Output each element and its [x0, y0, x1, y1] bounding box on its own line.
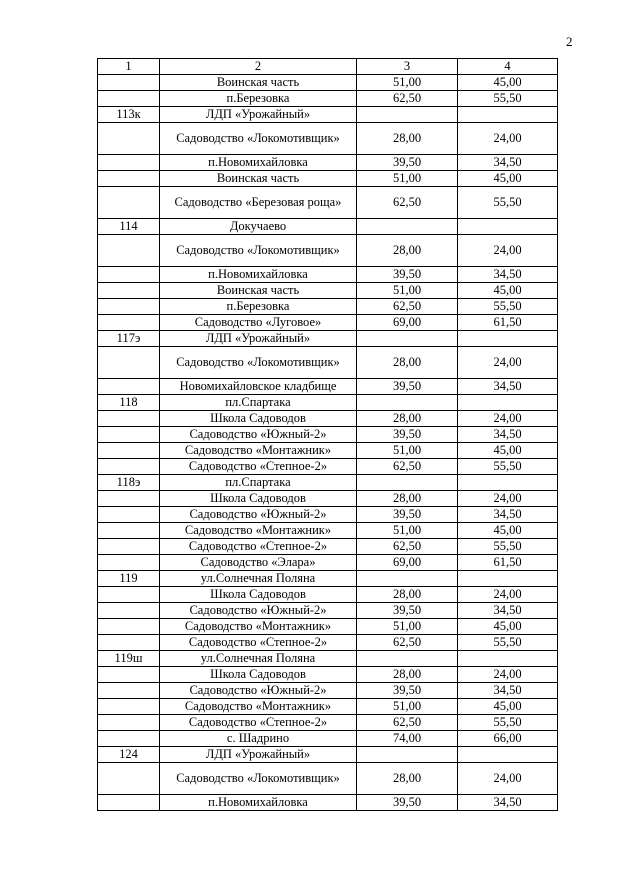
table-row [98, 587, 558, 603]
fare-cell: 28,00 [357, 763, 458, 795]
discount-fare-cell: 45,00 [458, 619, 558, 635]
route-number-cell [98, 123, 160, 155]
table-row [98, 315, 558, 331]
route-number-cell [98, 299, 160, 315]
fare-cell: 62,50 [357, 299, 458, 315]
route-number-cell [98, 491, 160, 507]
table-row [98, 747, 558, 763]
stop-name-cell: п.Новомихайловка [160, 795, 357, 811]
discount-fare-cell [458, 107, 558, 123]
table-row [98, 155, 558, 171]
stop-name-cell: ЛДП «Урожайный» [160, 331, 357, 347]
fare-cell [357, 219, 458, 235]
table-row [98, 523, 558, 539]
fare-cell: 69,00 [357, 315, 458, 331]
table-row [98, 603, 558, 619]
table-header-row [98, 59, 558, 75]
column-header: 1 [98, 59, 160, 75]
route-number-cell [98, 715, 160, 731]
fare-cell: 28,00 [357, 491, 458, 507]
table-row [98, 507, 558, 523]
table-body [98, 75, 558, 811]
fare-cell: 28,00 [357, 667, 458, 683]
stop-name-cell: Садоводство «Монтажник» [160, 523, 357, 539]
discount-fare-cell: 45,00 [458, 75, 558, 91]
discount-fare-cell: 34,50 [458, 507, 558, 523]
fare-cell: 51,00 [357, 75, 458, 91]
discount-fare-cell: 45,00 [458, 699, 558, 715]
table-row [98, 763, 558, 795]
stop-name-cell: Садоводство «Степное-2» [160, 715, 357, 731]
discount-fare-cell: 34,50 [458, 155, 558, 171]
fare-cell [357, 331, 458, 347]
discount-fare-cell: 61,50 [458, 315, 558, 331]
fare-cell [357, 651, 458, 667]
table-row [98, 107, 558, 123]
table-row [98, 379, 558, 395]
table-row [98, 683, 558, 699]
route-number-cell [98, 763, 160, 795]
stop-name-cell: Воинская часть [160, 75, 357, 91]
table-row [98, 795, 558, 811]
discount-fare-cell: 55,50 [458, 91, 558, 107]
discount-fare-cell: 34,50 [458, 603, 558, 619]
fare-cell: 69,00 [357, 555, 458, 571]
stop-name-cell: ул.Солнечная Поляна [160, 651, 357, 667]
discount-fare-cell: 34,50 [458, 683, 558, 699]
table-row [98, 395, 558, 411]
route-number-cell [98, 603, 160, 619]
discount-fare-cell: 55,50 [458, 539, 558, 555]
fare-cell: 51,00 [357, 443, 458, 459]
route-number-cell [98, 795, 160, 811]
fare-cell: 62,50 [357, 539, 458, 555]
column-header: 4 [458, 59, 558, 75]
table-row [98, 347, 558, 379]
route-number-cell: 114 [98, 219, 160, 235]
fare-cell: 62,50 [357, 91, 458, 107]
discount-fare-cell [458, 395, 558, 411]
fare-cell: 39,50 [357, 603, 458, 619]
route-number-cell [98, 635, 160, 651]
route-number-cell [98, 171, 160, 187]
column-header: 2 [160, 59, 357, 75]
route-number-cell: 119ш [98, 651, 160, 667]
discount-fare-cell: 24,00 [458, 587, 558, 603]
stop-name-cell: Школа Садоводов [160, 411, 357, 427]
route-number-cell: 124 [98, 747, 160, 763]
fare-cell: 39,50 [357, 155, 458, 171]
discount-fare-cell: 24,00 [458, 491, 558, 507]
route-number-cell [98, 315, 160, 331]
route-number-cell [98, 443, 160, 459]
table-row [98, 299, 558, 315]
discount-fare-cell: 55,50 [458, 635, 558, 651]
discount-fare-cell: 61,50 [458, 555, 558, 571]
discount-fare-cell: 45,00 [458, 523, 558, 539]
fare-cell [357, 747, 458, 763]
table-row [98, 667, 558, 683]
discount-fare-cell: 24,00 [458, 347, 558, 379]
route-number-cell [98, 699, 160, 715]
stop-name-cell: Садоводство «Локомотивщик» [160, 235, 357, 267]
fare-cell: 28,00 [357, 587, 458, 603]
discount-fare-cell: 66,00 [458, 731, 558, 747]
route-number-cell [98, 427, 160, 443]
stop-name-cell: Школа Садоводов [160, 491, 357, 507]
stop-name-cell: Школа Садоводов [160, 587, 357, 603]
fare-cell: 39,50 [357, 267, 458, 283]
discount-fare-cell: 24,00 [458, 763, 558, 795]
route-number-cell [98, 283, 160, 299]
discount-fare-cell [458, 747, 558, 763]
fare-cell: 39,50 [357, 507, 458, 523]
stop-name-cell: Садоводство «Локомотивщик» [160, 347, 357, 379]
route-number-cell [98, 155, 160, 171]
table-row [98, 427, 558, 443]
route-number-cell [98, 187, 160, 219]
route-number-cell [98, 91, 160, 107]
stop-name-cell: Садоводство «Монтажник» [160, 443, 357, 459]
column-header: 3 [357, 59, 458, 75]
discount-fare-cell: 34,50 [458, 267, 558, 283]
discount-fare-cell: 24,00 [458, 123, 558, 155]
route-number-cell [98, 539, 160, 555]
route-number-cell: 117э [98, 331, 160, 347]
route-number-cell [98, 411, 160, 427]
fare-cell: 28,00 [357, 235, 458, 267]
fare-cell [357, 107, 458, 123]
stop-name-cell: Садоводство «Локомотивщик» [160, 763, 357, 795]
stop-name-cell: Садоводство «Монтажник» [160, 619, 357, 635]
route-number-cell [98, 523, 160, 539]
stop-name-cell: п.Березовка [160, 91, 357, 107]
fare-cell: 51,00 [357, 283, 458, 299]
discount-fare-cell [458, 651, 558, 667]
fare-cell: 28,00 [357, 411, 458, 427]
discount-fare-cell [458, 571, 558, 587]
stop-name-cell: с. Шадрино [160, 731, 357, 747]
table-row [98, 699, 558, 715]
discount-fare-cell: 24,00 [458, 411, 558, 427]
table-row [98, 411, 558, 427]
route-number-cell [98, 235, 160, 267]
route-number-cell [98, 667, 160, 683]
route-number-cell [98, 75, 160, 91]
page-number: 2 [566, 34, 573, 49]
fare-cell: 28,00 [357, 347, 458, 379]
table-row [98, 187, 558, 219]
fare-cell: 51,00 [357, 699, 458, 715]
table-row [98, 219, 558, 235]
stop-name-cell: Садоводство «Луговое» [160, 315, 357, 331]
discount-fare-cell: 24,00 [458, 667, 558, 683]
route-number-cell [98, 683, 160, 699]
discount-fare-cell: 24,00 [458, 235, 558, 267]
stop-name-cell: п.Новомихайловка [160, 155, 357, 171]
stop-name-cell: Садоводство «Южный-2» [160, 507, 357, 523]
stop-name-cell: ул.Солнечная Поляна [160, 571, 357, 587]
stop-name-cell: ЛДП «Урожайный» [160, 107, 357, 123]
discount-fare-cell: 55,50 [458, 299, 558, 315]
table-row [98, 459, 558, 475]
discount-fare-cell: 45,00 [458, 283, 558, 299]
stop-name-cell: п.Березовка [160, 299, 357, 315]
discount-fare-cell: 45,00 [458, 171, 558, 187]
stop-name-cell: п.Новомихайловка [160, 267, 357, 283]
discount-fare-cell: 55,50 [458, 715, 558, 731]
table-row [98, 539, 558, 555]
fare-cell [357, 571, 458, 587]
route-number-cell: 113к [98, 107, 160, 123]
stop-name-cell: Школа Садоводов [160, 667, 357, 683]
table-row [98, 571, 558, 587]
fare-cell: 62,50 [357, 635, 458, 651]
discount-fare-cell: 55,50 [458, 459, 558, 475]
discount-fare-cell: 34,50 [458, 795, 558, 811]
fare-cell: 28,00 [357, 123, 458, 155]
route-number-cell: 118 [98, 395, 160, 411]
table-row [98, 123, 558, 155]
route-number-cell [98, 587, 160, 603]
fare-cell [357, 395, 458, 411]
route-number-cell [98, 555, 160, 571]
route-number-cell [98, 347, 160, 379]
fare-cell: 51,00 [357, 171, 458, 187]
route-number-cell [98, 267, 160, 283]
route-number-cell [98, 731, 160, 747]
stop-name-cell: Садоводство «Степное-2» [160, 459, 357, 475]
table-row [98, 443, 558, 459]
discount-fare-cell [458, 331, 558, 347]
stop-name-cell: Садоводство «Монтажник» [160, 699, 357, 715]
fare-cell: 74,00 [357, 731, 458, 747]
fare-cell: 39,50 [357, 427, 458, 443]
table-row [98, 619, 558, 635]
stop-name-cell: Садоводство «Степное-2» [160, 635, 357, 651]
fare-cell: 39,50 [357, 683, 458, 699]
table-row [98, 731, 558, 747]
table-row [98, 283, 558, 299]
fare-cell [357, 475, 458, 491]
table-row [98, 555, 558, 571]
stop-name-cell: Воинская часть [160, 171, 357, 187]
fare-cell: 62,50 [357, 715, 458, 731]
discount-fare-cell: 34,50 [458, 379, 558, 395]
fare-table [97, 58, 558, 811]
stop-name-cell: Садоводство «Южный-2» [160, 683, 357, 699]
table-row [98, 171, 558, 187]
stop-name-cell: Садоводство «Южный-2» [160, 603, 357, 619]
discount-fare-cell: 45,00 [458, 443, 558, 459]
fare-cell: 51,00 [357, 619, 458, 635]
table-row [98, 75, 558, 91]
fare-cell: 62,50 [357, 459, 458, 475]
stop-name-cell: пл.Спартака [160, 395, 357, 411]
route-number-cell: 118э [98, 475, 160, 491]
stop-name-cell: Воинская часть [160, 283, 357, 299]
route-number-cell: 119 [98, 571, 160, 587]
discount-fare-cell: 55,50 [458, 187, 558, 219]
route-number-cell [98, 379, 160, 395]
route-number-cell [98, 507, 160, 523]
discount-fare-cell: 34,50 [458, 427, 558, 443]
table-row [98, 715, 558, 731]
table-row [98, 235, 558, 267]
stop-name-cell: Садоводство «Березовая роща» [160, 187, 357, 219]
table-row [98, 331, 558, 347]
route-number-cell [98, 619, 160, 635]
stop-name-cell: Садоводство «Локомотивщик» [160, 123, 357, 155]
fare-cell: 62,50 [357, 187, 458, 219]
fare-cell: 51,00 [357, 523, 458, 539]
table-row [98, 91, 558, 107]
stop-name-cell: Докучаево [160, 219, 357, 235]
stop-name-cell: Садоводство «Южный-2» [160, 427, 357, 443]
discount-fare-cell [458, 475, 558, 491]
fare-cell: 39,50 [357, 379, 458, 395]
table-row [98, 635, 558, 651]
table-row [98, 491, 558, 507]
discount-fare-cell [458, 219, 558, 235]
table-row [98, 651, 558, 667]
stop-name-cell: Садоводство «Степное-2» [160, 539, 357, 555]
table-row [98, 267, 558, 283]
route-number-cell [98, 459, 160, 475]
stop-name-cell: пл.Спартака [160, 475, 357, 491]
fare-cell: 39,50 [357, 795, 458, 811]
table-row [98, 475, 558, 491]
stop-name-cell: Садоводство «Элара» [160, 555, 357, 571]
stop-name-cell: Новомихайловское кладбище [160, 379, 357, 395]
stop-name-cell: ЛДП «Урожайный» [160, 747, 357, 763]
